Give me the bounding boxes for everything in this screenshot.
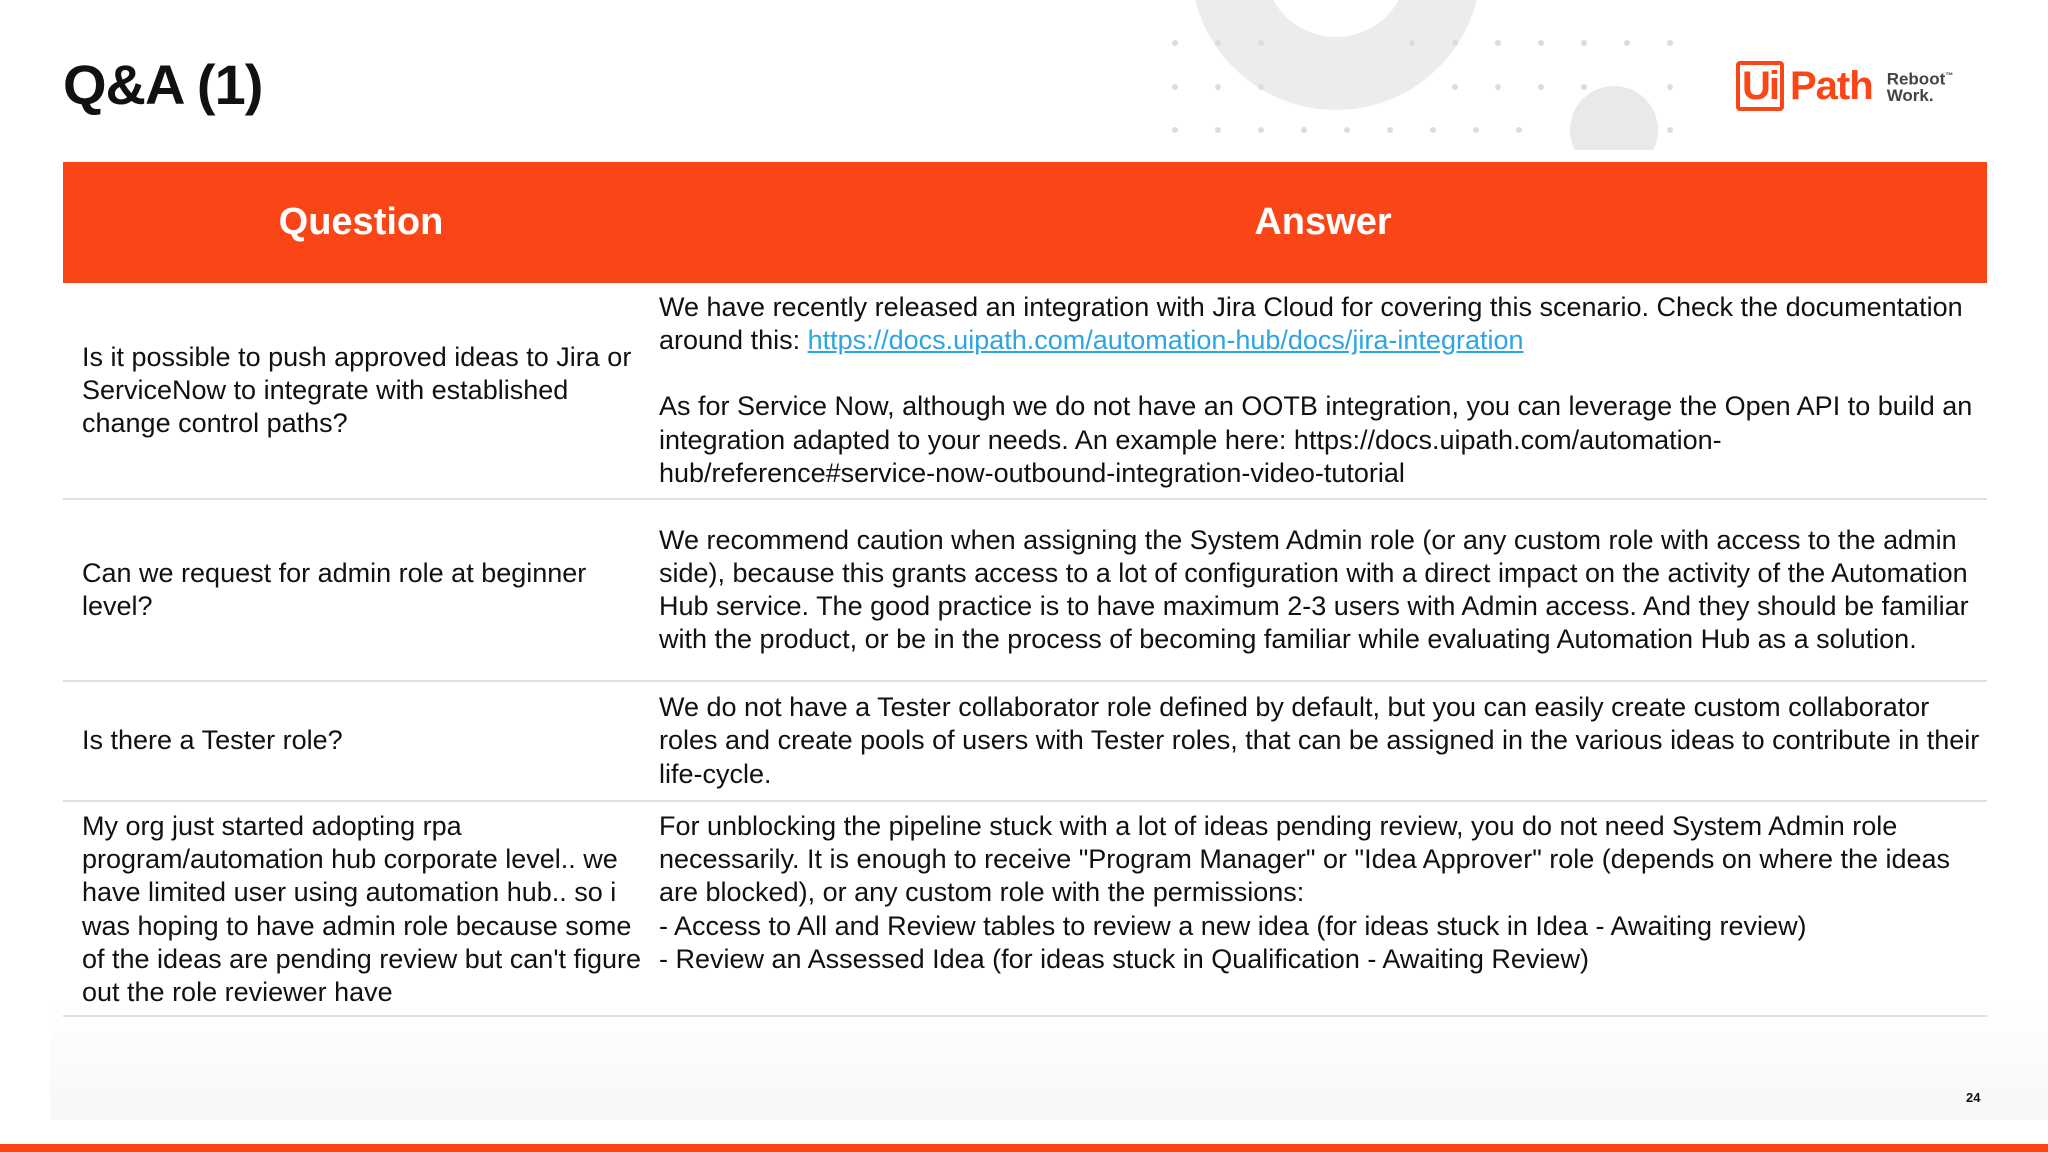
header-answer: Answer <box>1254 201 1392 243</box>
tagline-reboot: Reboot <box>1886 69 1946 89</box>
answer-cell <box>659 802 1987 976</box>
table-header <box>63 162 1987 283</box>
jira-integration-link[interactable]: https://docs.uipath.com/automation-hub/docs/jira-integration <box>807 325 1524 356</box>
question-cell <box>63 500 659 680</box>
logo-tagline <box>1887 68 1954 104</box>
table-row <box>63 283 1987 500</box>
question-text: Is it possible to push approved ideas to Jira or ServiceNow to integrate with established change control paths? <box>82 341 632 439</box>
page-number: 24 <box>1966 1090 1981 1105</box>
tagline-tm: ™ <box>1945 71 1954 81</box>
question-text: My org just started adopting rpa program/automation hub corporate level.. we have limited user using automation hub.. so i was hoping to have admin role because some of the ideas are pending review but can't figure out the role reviewer have <box>82 811 642 1008</box>
question-cell <box>63 682 659 800</box>
logo-path-text: Path <box>1790 63 1873 108</box>
answer-paragraph-1: We have recently released an integration with Jira Cloud for covering this scenario. Check the documentation around this: <box>659 291 1963 356</box>
page-title: Q&A (1) <box>63 53 263 116</box>
answer-paragraph-2: As for Service Now, although we do not have an OOTB integration, you can leverage the Open API to build an integration adapted to your needs. An example here: https://docs.uipath.com/automation-hub/reference#service-now-outbound-integration-video-tutorial <box>659 391 1973 488</box>
answer-line: - Access to All and Review tables to review a new idea (for ideas stuck in Idea - Awaiting review) <box>659 910 1807 941</box>
answer-cell <box>659 283 1987 498</box>
question-cell <box>63 283 659 498</box>
decorative-circles-dots <box>1150 0 1750 150</box>
answer-line: For unblocking the pipeline stuck with a lot of ideas pending review, you do not need System Admin role necessarily. It is enough to receive "Program Manager" or "Idea Approver" role (depends on where the ideas are blocked), or any custom role with the permissions: <box>659 811 1951 908</box>
table-row <box>63 802 1987 1017</box>
answer-text <box>659 291 1987 357</box>
question-text: Can we request for admin role at beginner level? <box>82 557 587 621</box>
logo-ui-box: Ui <box>1736 61 1784 111</box>
uipath-logo <box>1736 54 1953 118</box>
answer-line: - Review an Assessed Idea (for ideas stuck in Qualification - Awaiting Review) <box>659 943 1589 974</box>
answer-cell <box>659 682 1987 800</box>
table-row <box>63 500 1987 682</box>
table-row <box>63 682 1987 802</box>
tagline-work: Work. <box>1886 85 1934 105</box>
bottom-shade <box>50 1000 2048 1120</box>
question-cell <box>63 802 659 1009</box>
bottom-accent-bar <box>0 1144 2048 1152</box>
question-text: Is there a Tester role? <box>82 725 343 756</box>
answer-cell <box>659 500 1987 680</box>
answer-text: We recommend caution when assigning the System Admin role (or any custom role with access to the admin side), because this grants access to a lot of configuration with a direct impact on the activity of the Automation Hub service. The good practice is to have maximum 2-3 users with Admin access. And they should be familiar with the product, or be in the process of becoming familiar while evaluating Automation Hub as a solution. <box>659 524 1969 655</box>
header-question: Question <box>278 201 444 243</box>
qa-table <box>63 162 1987 1017</box>
answer-text: We do not have a Tester collaborator role defined by default, but you can easily create custom collaborator roles and create pools of users with Tester roles, that can be assigned in the various ideas to contribute in their life-cycle. <box>659 692 1980 789</box>
deco-small-circle <box>1570 86 1658 150</box>
